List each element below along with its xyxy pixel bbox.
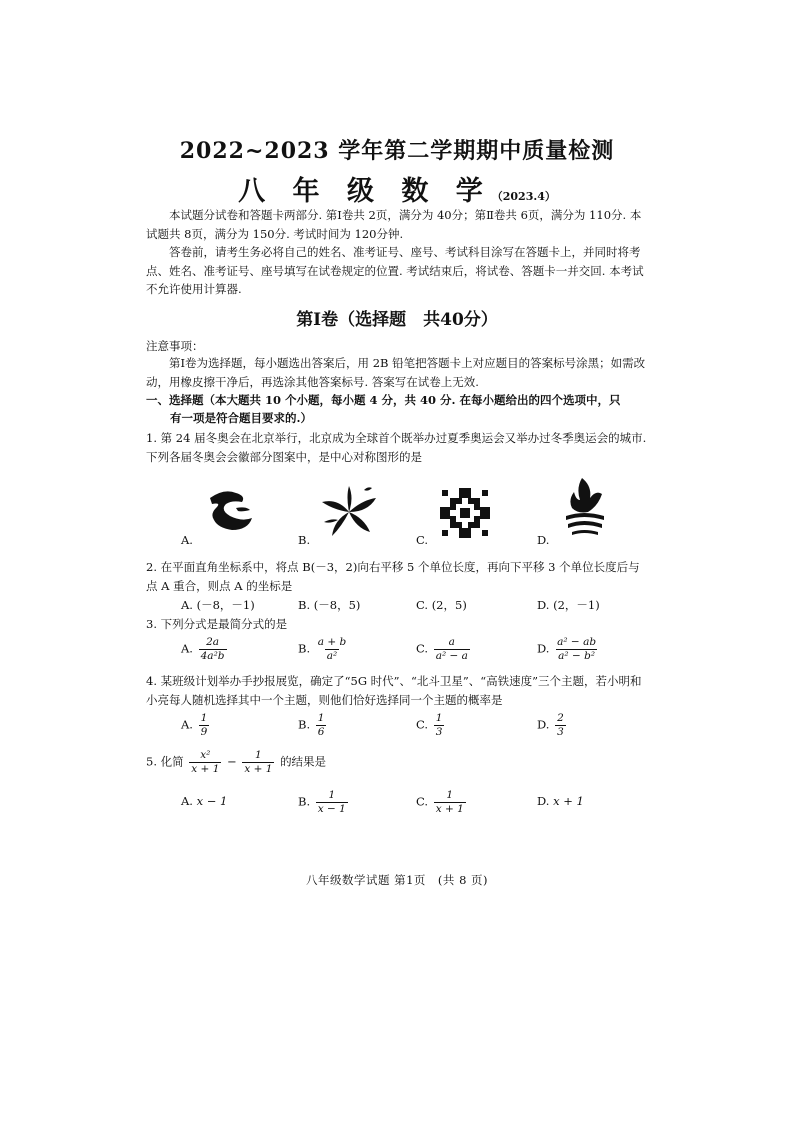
q3-option-a-label: A. <box>181 641 193 656</box>
part-heading-line1: 一、选择题（本大题共 10 个小题，每小题 4 分，共 40 分. 在每小题给出的四个选项中，只 <box>146 393 621 407</box>
q3-option-c-label: C. <box>416 641 429 656</box>
q5-option-a <box>181 794 227 808</box>
fraction: $\frac{\text{a² − ab}}{\text{a² − b²}}$ <box>557 636 597 662</box>
q4-option-c-label: C. <box>416 717 429 732</box>
page-footer: 八年级数学试题 第1页 (共 8 页) <box>305 873 489 887</box>
q5-option-b-label: B. <box>298 794 311 809</box>
q5-option-b <box>298 789 350 816</box>
q5-option-c <box>416 789 468 816</box>
fraction: $\frac{\text{x²}}{x + 1}$ <box>191 749 220 775</box>
q1-option-b-label: B. <box>298 533 311 547</box>
q2-option-d: D. (2，－1) <box>537 598 600 612</box>
fraction: $\frac{2a}{\text{4a²b}}$ <box>200 636 225 662</box>
question-5-text <box>146 749 648 776</box>
q5-prefix: 5. 化简 <box>146 754 184 769</box>
subject-title: 八 年 级 数 学 <box>238 176 492 207</box>
q5-option-d-expr: x + 1 <box>553 794 584 808</box>
q3-option-d-label: D. <box>537 641 550 656</box>
brush-stroke-emblem-icon <box>202 484 258 540</box>
leaf-star-emblem-icon <box>318 482 380 540</box>
minus-sign: − <box>227 754 237 769</box>
q1-option-a-label: A. <box>181 533 193 547</box>
q3-option-b <box>298 636 350 663</box>
fraction: $\frac{1}{9}$ <box>200 712 208 738</box>
notes-text: 第Ⅰ卷为选择题，每小题选出答案后，用 2B 铅笔把答题卡上对应题目的答案标号涂黑；如需改动，用橡皮擦干净后，再选涂其他答案标号. 答案写在试卷上无效. <box>146 356 646 389</box>
q4-option-a-label: A. <box>181 717 193 732</box>
q2-option-b: B. (－8，5) <box>298 598 361 612</box>
question-4-text: 4. 某班级计划举办手抄报展览，确定了“5G 时代”、“北斗卫星”、“高铁速度”三个主题，若小明和小亮每人随机选择其中一个主题，则他们恰好选择同一个主题的概率是 <box>146 674 642 707</box>
q3-option-d <box>537 636 600 663</box>
q5-option-a-expr: x − 1 <box>196 794 228 808</box>
q1-option-d-label: D. <box>537 533 550 547</box>
q4-option-c <box>416 712 446 739</box>
q2-option-c: C. (2，5) <box>416 598 467 612</box>
part-heading-line2: 有一项是符合题目要求的.） <box>170 411 313 425</box>
q3-option-b-label: B. <box>298 641 311 656</box>
q4-option-b <box>298 712 328 739</box>
question-1-text: 1. 第 24 届冬奥会在北京举行，北京成为全球首个既举办过夏季奥运会又举办过冬季奥运会的城市. 下列各届冬奥会会徽部分图案中，是中心对称图形的是 <box>146 431 647 464</box>
q5-option-d-label: D. <box>537 794 550 808</box>
exam-title: 2022~2023 学年第二学期期中质量检测 <box>179 138 615 164</box>
q1-option-c-label: C. <box>416 533 429 547</box>
fraction: $\frac{a + b}{\text{a²}}$ <box>317 636 347 662</box>
intro-paragraph-2: 答卷前，请考生务必将自己的姓名、准考证号、座号、考试科目涂写在答题卡上，并同时将考点、姓名、准考证号、座号填写在试卷规定的位置. 考试结束后，将试卷、答题卡一并交回. 本考试不允许使用计算器. <box>146 245 644 296</box>
flame-emblem-icon <box>562 476 608 536</box>
q4-option-b-label: B. <box>298 717 311 732</box>
fraction: $\frac{1}{x + 1}$ <box>435 789 464 815</box>
q3-option-a <box>181 636 229 663</box>
q4-option-a <box>181 712 211 739</box>
question-2-text: 2. 在平面直角坐标系中，将点 B(－3，2)向右平移 5 个单位长度，再向下平移 3 个单位长度后与点 A 重合，则点 A 的坐标是 <box>146 560 640 593</box>
q4-option-d <box>537 712 568 739</box>
question-3-text: 3. 下列分式是最简分式的是 <box>146 617 288 631</box>
q5-option-c-label: C. <box>416 794 429 809</box>
notes-heading: 注意事项： <box>146 339 204 353</box>
exam-date: （2023.4） <box>491 190 556 203</box>
q4-option-d-label: D. <box>537 717 550 732</box>
section-title: 第Ⅰ卷（选择题 共40分） <box>296 310 498 330</box>
q2-option-a: A. (－8，－1) <box>181 598 255 612</box>
fraction: $\frac{1}{x + 1}$ <box>244 749 273 775</box>
q5-option-a-label: A. <box>181 794 193 808</box>
q5-option-d <box>537 794 584 808</box>
q5-suffix: 的结果是 <box>280 754 327 769</box>
fraction: $\frac{1}{x - 1}$ <box>317 789 346 815</box>
intro-paragraph-1: 本试题分试卷和答题卡两部分. 第Ⅰ卷共 2页，满分为 40分；第Ⅱ卷共 6页，满分为 110分. 本试题共 8页，满分为 150分. 考试时间为 120分钟. <box>146 208 642 241</box>
fraction: $\frac{2}{3}$ <box>557 712 564 738</box>
q3-option-c <box>416 636 472 663</box>
fraction: $\frac{a}{\text{a² − a}}$ <box>435 636 468 662</box>
fraction: $\frac{1}{6}$ <box>317 712 325 738</box>
fraction: $\frac{1}{3}$ <box>435 712 443 738</box>
grid-cross-emblem-icon <box>438 486 492 540</box>
exam-subtitle <box>0 169 794 208</box>
